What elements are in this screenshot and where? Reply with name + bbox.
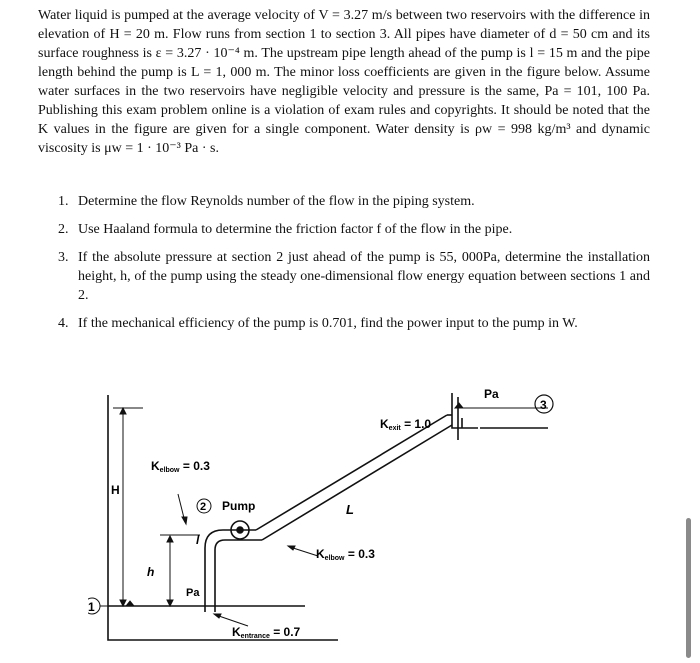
question-3 <box>58 248 650 305</box>
k-elbow-bottom-label: Kelbow = 0.3 <box>316 547 375 562</box>
question-list <box>58 192 650 342</box>
long-pipe <box>256 415 452 540</box>
atm-pressure-bottom-label: Pa <box>186 587 200 599</box>
L-label: L <box>346 502 354 517</box>
question-text: Determine the flow Reynolds number of the flow in the piping system. <box>78 194 475 209</box>
question-text: If the absolute pressure at section 2 just ahead of the pump is 55, 000Pa, determine the installation height, h, of the pump using the steady one-dimensional flow energy equation between sections 1 and 2. <box>78 250 650 303</box>
lower-reservoir <box>108 395 338 640</box>
k-elbow-top-label: Kelbow = 0.3 <box>151 459 210 474</box>
H-label: H <box>111 483 120 497</box>
suction-pipe <box>205 530 231 612</box>
question-4 <box>58 314 650 333</box>
upper-water-surface <box>455 403 548 408</box>
lower-water-surface <box>126 601 134 606</box>
question-number: 2. <box>58 222 69 237</box>
question-number: 1. <box>58 194 69 209</box>
question-text: If the mechanical efficiency of the pump is 0.701, find the power input to the pump in W. <box>78 316 578 331</box>
atm-pressure-top-label: Pa <box>484 387 499 401</box>
question-number: 3. <box>58 250 69 265</box>
problem-statement: Water liquid is pumped at the average velocity of V = 3.27 m/s between two reservoirs with the difference in elevation of H = 20 m. Flow runs from section 1 to section 3. All pipes have diameter of d = 50 cm and its surface roughness is ε = 3.27 · 10⁻⁴ m. The upstream pipe length ahead of the pump is l = 15 m and the pipe length behind the pump is L = 1, 000 m. The minor loss coefficients are given in the figure below. Assume water surfaces in the two reservoirs have negligible velocity and pressure is the same, Pa = 101, 100 Pa. Publishing this exam problem online is a violation of exam rules and copyrights. It should be noted that the K values in the figure are given for a single component. Water density is ρw = 998 kg/m³ and dynamic viscosity is μw = 1 · 10⁻³ Pa · s. <box>38 8 650 156</box>
l-label: l <box>196 533 200 547</box>
upper-reservoir <box>452 393 548 440</box>
pump <box>231 521 262 540</box>
h-label: h <box>147 565 155 579</box>
question-2 <box>58 220 650 239</box>
pump-label: Pump <box>222 499 256 513</box>
piping-system-figure <box>88 378 568 663</box>
section-2-label: 2 <box>200 501 207 513</box>
page-scrollbar[interactable] <box>686 518 691 658</box>
elevation-dimension-H <box>113 408 143 606</box>
question-1 <box>58 192 650 211</box>
question-text: Use Haaland formula to determine the friction factor f of the flow in the pipe. <box>78 222 513 237</box>
section-3-label: 3 <box>540 398 547 412</box>
section-1-label: 1 <box>88 600 95 614</box>
k-entrance-label: Kentrance = 0.7 <box>232 625 301 640</box>
question-number: 4. <box>58 316 69 331</box>
k-exit-label: Kexit = 1.0 <box>380 417 432 432</box>
